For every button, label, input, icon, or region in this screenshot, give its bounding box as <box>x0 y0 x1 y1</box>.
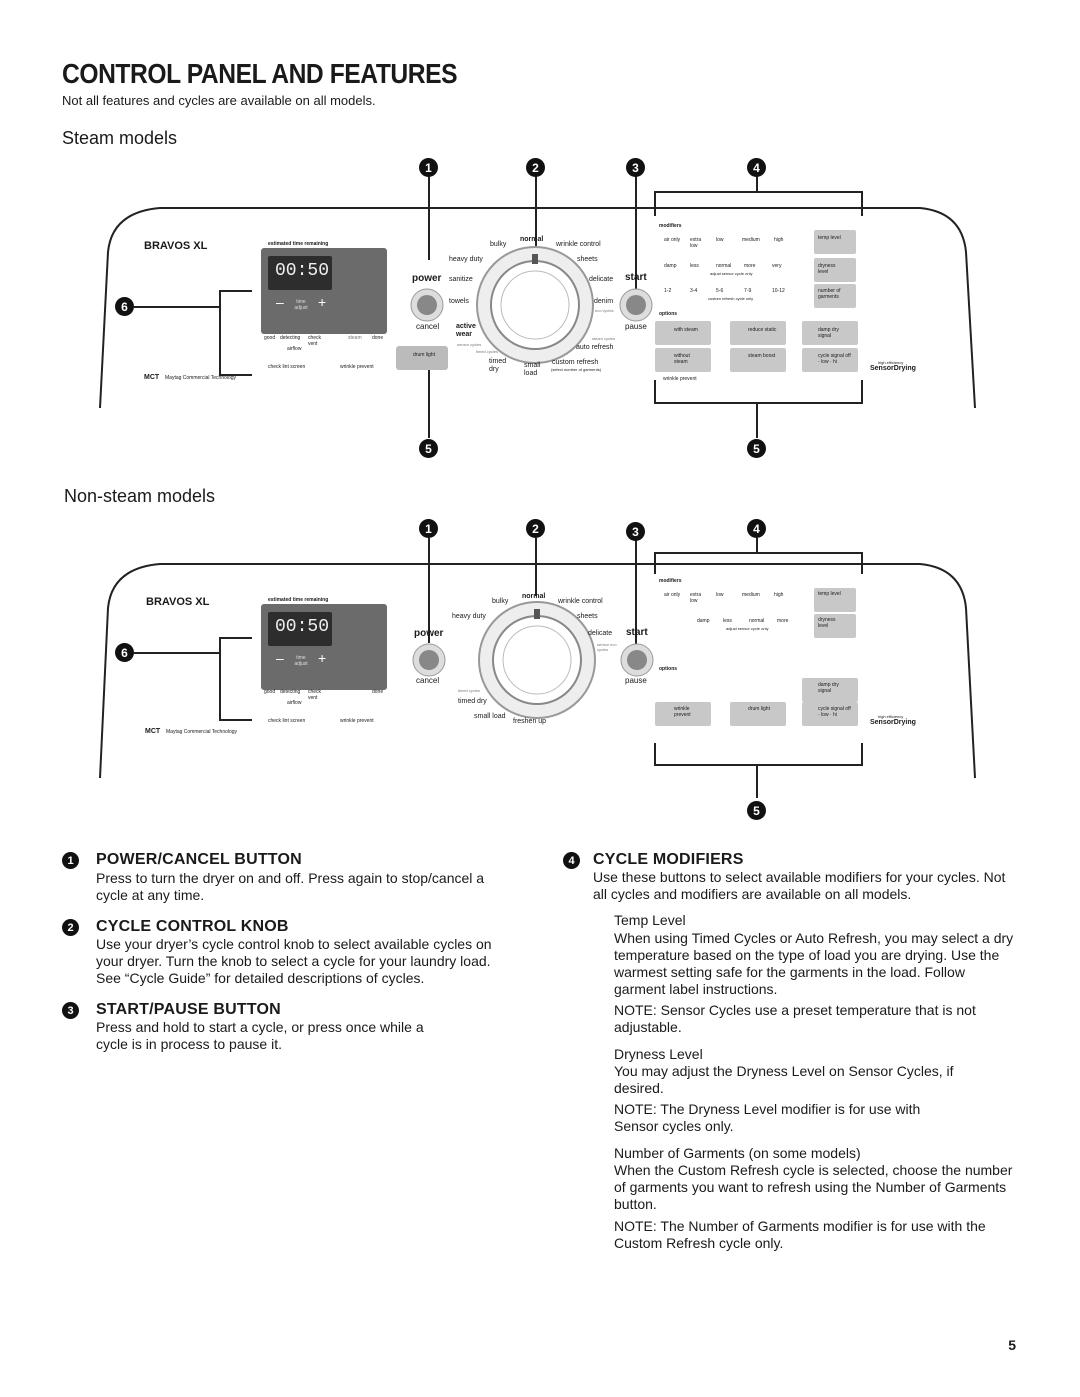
nonsteam-sensor-cycles: sensor eco cycles <box>597 642 617 652</box>
steam-dry-very: very <box>772 263 782 269</box>
nonsteam-cycle-signal-button[interactable]: cycle signal off · low · hi <box>818 706 851 718</box>
nonsteam-options-label: options <box>659 666 678 672</box>
dryness-level-text: You may adjust the Dryness Level on Sensor Cycles, if desired. <box>614 1063 954 1096</box>
steam-callout-modifiers: 4 <box>747 158 766 177</box>
steam-garments-1-2: 1-2 <box>664 288 672 294</box>
nonsteam-status-done: done <box>372 689 384 695</box>
temp-level-note <box>614 1002 1019 1036</box>
steam-select-garments: (select number of garments) <box>551 367 602 372</box>
nonsteam-check-lint: check lint screen <box>268 718 306 724</box>
steam-dry-damp: damp <box>664 263 677 269</box>
nonsteam-status-detecting: detecting <box>280 689 301 695</box>
steam-dry-row <box>664 263 804 269</box>
nonsteam-control-panel <box>0 508 1080 828</box>
garments-note-label: NOTE: <box>614 1218 657 1234</box>
nonsteam-temp-level-button[interactable]: temp level <box>818 591 841 597</box>
nonsteam-cancel-label: cancel <box>416 676 440 685</box>
dryness-level-note <box>614 1101 964 1135</box>
nonsteam-cycle-timed-dry: timed dry <box>458 698 487 705</box>
nonsteam-wrinkle-prevent-button[interactable]: wrinkle prevent <box>674 706 691 718</box>
steam-steam-cycles: steam cycles <box>592 336 616 341</box>
steam-temp-high: high <box>774 237 784 243</box>
steam-temp-low: low <box>716 237 724 243</box>
steam-control-panel <box>0 150 1080 470</box>
nonsteam-start-label: start <box>626 627 648 638</box>
nonsteam-plus[interactable]: + <box>318 650 327 666</box>
nonsteam-minus[interactable]: – <box>276 650 284 666</box>
steam-dry-more: more <box>744 263 756 269</box>
steam-reduce-static-button[interactable]: reduce static <box>748 327 777 333</box>
feature-1-text: Press to turn the dryer on and off. Press again to stop/cancel a cycle at any time. <box>96 870 485 903</box>
dryness-level-note-text: The Dryness Level modifier is for use with Sensor cycles only. <box>614 1101 921 1134</box>
garments-note-text: The Number of Garments modifier is for use with the Custom Refresh cycle only. <box>614 1218 986 1251</box>
dryness-level-title: Dryness Level <box>614 1046 703 1062</box>
page-subtitle: Not all features and cycles are available on all models. <box>62 93 376 108</box>
steam-cycle-normal: normal <box>520 236 544 243</box>
garments-text: When the Custom Refresh cycle is selected, choose the number of garments you want to refresh using the Number of Garments button. <box>614 1162 1013 1212</box>
steam-steam-boost-button[interactable]: steam boost <box>748 353 776 359</box>
steam-dry-less: less <box>690 263 699 269</box>
nonsteam-status-check-vent: check vent <box>308 689 322 701</box>
nonsteam-cycle-freshen-up: freshen up <box>513 718 547 725</box>
feature-2-heading: CYCLE CONTROL KNOB <box>96 918 289 935</box>
nonsteam-drum-light-button[interactable]: drum light <box>748 706 770 712</box>
temp-level-text: When using Timed Cycles or Auto Refresh, you may select a dry temperature based on the type of load you are drying. Use the warmest setting safe for the garments in the load. Follow garment label instructions. <box>614 930 1014 997</box>
steam-time-adjust: time adjust <box>294 299 308 311</box>
nonsteam-cycle-small-load: small load <box>474 713 506 720</box>
feature-4-heading: CYCLE MODIFIERS <box>593 851 744 868</box>
nonsteam-temp-air-only: air only <box>664 592 681 598</box>
steam-options-label: options <box>659 311 678 317</box>
nonsteam-callout-display: 6 <box>115 643 134 662</box>
nonsteam-mct: MCT <box>145 728 161 735</box>
nonsteam-modifiers-label: modifiers <box>659 578 682 584</box>
nonsteam-mct-text: Maytag Commercial Technology <box>166 729 238 735</box>
steam-number-of-garments-button[interactable]: number of garments <box>818 288 841 300</box>
steam-minus[interactable]: – <box>276 294 284 310</box>
temp-level-note-label: NOTE: <box>614 1002 657 1018</box>
feature-2-number: 2 <box>62 919 79 936</box>
nonsteam-cycle-wrinkle-control: wrinkle control <box>558 598 603 605</box>
feature-4-number: 4 <box>563 852 580 869</box>
nonsteam-cycle-normal: normal <box>522 593 546 600</box>
feature-3-heading: START/PAUSE BUTTON <box>96 1001 281 1018</box>
temp-level-note-text: Sensor Cycles use a preset temperature that is not adjustable. <box>614 1002 976 1035</box>
steam-drum-light[interactable]: drum light <box>413 352 435 358</box>
nonsteam-cycle-sheets: sheets <box>577 613 598 620</box>
steam-temp-extra-low: extra low <box>690 237 702 249</box>
nonsteam-display: 00:50 <box>275 617 330 637</box>
page-title: CONTROL PANEL AND FEATURES <box>62 58 458 89</box>
steam-cycle-denim: denim <box>594 298 614 305</box>
nonsteam-dry-row <box>697 618 807 624</box>
nonsteam-temp-high: high <box>774 592 784 598</box>
steam-custom-refresh-only: custom refresh cycle only <box>708 296 754 301</box>
steam-start-label: start <box>625 272 647 283</box>
nonsteam-time-header: estimated time remaining <box>268 597 329 603</box>
steam-callout-start: 3 <box>626 158 645 177</box>
steam-cycle-heavy-duty: heavy duty <box>449 256 483 263</box>
steam-panel-drawing <box>0 150 1080 470</box>
nonsteam-callout-knob: 2 <box>526 519 545 538</box>
feature-4-text: Use these buttons to select available modifiers for your cycles. Not all cycles and modifiers are available on all models. <box>593 869 1006 902</box>
nonsteam-dryness-level-button[interactable]: dryness level <box>818 617 836 629</box>
feature-2-text: Use your dryer’s cycle control knob to select available cycles on your dryer. Turn the knob to select a cycle for your laundry load. See “Cycle Guide” for detailed descriptions of cycles. <box>96 936 492 986</box>
garments-title: Number of Garments (on some models) <box>614 1145 861 1161</box>
feature-3-number: 3 <box>62 1002 79 1019</box>
steam-damp-dry-signal-button[interactable]: damp dry signal <box>818 327 839 339</box>
steam-garments-10-12: 10-12 <box>772 288 785 294</box>
steam-cycle-signal-button[interactable]: cycle signal off · low · hi <box>818 353 851 365</box>
nonsteam-wrinkle-prevent-light: wrinkle prevent <box>340 718 374 724</box>
nonsteam-callout-power: 1 <box>419 519 438 538</box>
steam-sensor-cycles: sensor cycles <box>457 342 482 347</box>
nonsteam-pause-label: pause <box>625 676 647 685</box>
steam-dryness-level-button[interactable]: dryness level <box>818 263 836 275</box>
steam-pause-label: pause <box>625 322 647 331</box>
steam-callout-options-right: 5 <box>747 439 766 458</box>
steam-dry-normal: normal <box>716 263 732 269</box>
steam-callout-options-left: 5 <box>419 439 438 458</box>
steam-cycle-auto-refresh: auto refresh <box>576 344 614 351</box>
steam-cycle-small-load: small load <box>524 362 541 377</box>
nonsteam-power-label: power <box>414 628 444 639</box>
steam-mct-text: Maytag Commercial Technology <box>165 375 237 381</box>
steam-garment-row <box>664 288 804 294</box>
steam-models-heading: Steam models <box>62 128 178 148</box>
steam-status-steam: steam <box>348 335 362 341</box>
steam-time-header: estimated time remaining <box>268 241 329 247</box>
steam-he-logo: high efficiency <box>878 360 904 365</box>
nonsteam-damp-dry-signal-button[interactable]: damp dry signal <box>818 682 839 694</box>
steam-wrinkle-prevent-option[interactable]: wrinkle prevent <box>663 376 697 382</box>
feature-3-text: Press and hold to start a cycle, or press once while a cycle is in process to pause it. <box>96 1019 424 1052</box>
steam-plus[interactable]: + <box>318 294 327 310</box>
steam-garments-7-9: 7-9 <box>744 288 752 294</box>
steam-mct: MCT <box>144 374 160 381</box>
steam-garments-3-4: 3-4 <box>690 288 698 294</box>
steam-cycle-towels: towels <box>449 298 469 305</box>
nonsteam-dry-more: more <box>777 618 789 624</box>
nonsteam-temp-medium: medium <box>742 592 760 598</box>
steam-status-check-vent: check vent <box>308 335 322 347</box>
nonsteam-models-heading: Non-steam models <box>64 486 216 506</box>
steam-cycle-wrinkle-control: wrinkle control <box>556 241 601 248</box>
steam-cancel-label: cancel <box>416 322 440 331</box>
nonsteam-dry-normal: normal <box>749 618 765 624</box>
steam-callout-power: 1 <box>419 158 438 177</box>
nonsteam-time-adjust: time adjust <box>294 655 308 667</box>
nonsteam-he-logo: high efficiency <box>878 714 904 719</box>
steam-cycle-bulky: bulky <box>490 241 507 248</box>
nonsteam-status-good: good <box>264 689 276 695</box>
page-number: 5 <box>1008 1337 1016 1353</box>
steam-cycle-sanitize: sanitize <box>449 276 473 283</box>
steam-temp-level-button[interactable]: temp level <box>818 235 841 241</box>
steam-temp-row <box>664 237 804 249</box>
nonsteam-temp-row <box>664 592 804 604</box>
nonsteam-callout-start: 3 <box>626 522 645 541</box>
steam-status-good: good <box>264 335 276 341</box>
temp-level-title: Temp Level <box>614 912 686 928</box>
steam-temp-medium: medium <box>742 237 760 243</box>
steam-without-steam-button[interactable]: without steam <box>674 353 690 365</box>
steam-garments-5-6: 5-6 <box>716 288 724 294</box>
garments-note <box>614 1218 1004 1252</box>
steam-cycle-active-wear: active wear <box>456 323 476 338</box>
steam-wrinkle-prevent-light: wrinkle prevent <box>340 364 374 370</box>
steam-adjust-sensor: adjust sensor cycle only <box>710 271 753 276</box>
steam-cycle-delicate: delicate <box>589 276 614 283</box>
steam-cycle-custom-refresh: custom refresh <box>552 359 599 366</box>
steam-cycle-sheets: sheets <box>577 256 598 263</box>
feature-1-heading: POWER/CANCEL BUTTON <box>96 851 302 868</box>
nonsteam-timed-cycles: timed cycles <box>458 688 481 693</box>
steam-with-steam-button[interactable]: with steam <box>674 327 698 333</box>
nonsteam-sensor-drying-logo: SensorDrying <box>870 719 916 726</box>
nonsteam-cycle-delicate: delicate <box>588 630 613 637</box>
steam-timed-cycles: timed cycles <box>476 349 499 354</box>
steam-temp-air-only: air only <box>664 237 681 243</box>
steam-callout-display: 6 <box>115 297 134 316</box>
nonsteam-cycle-heavy-duty: heavy duty <box>452 613 486 620</box>
steam-eco-cycles: eco cycles <box>595 308 614 313</box>
nonsteam-callout-options: 5 <box>747 801 766 820</box>
nonsteam-airflow: airflow <box>287 700 302 706</box>
nonsteam-temp-extra-low: extra low <box>690 592 702 604</box>
nonsteam-callout-modifiers: 4 <box>747 519 766 538</box>
steam-power-label: power <box>412 273 442 284</box>
steam-modifiers-label: modifiers <box>659 223 682 229</box>
steam-brand: BRAVOS XL <box>144 240 208 252</box>
nonsteam-brand: BRAVOS XL <box>146 596 210 608</box>
steam-cycle-timed-dry: timed dry <box>489 358 507 373</box>
nonsteam-cycle-bulky: bulky <box>492 598 509 605</box>
dryness-level-note-label: NOTE: <box>614 1101 657 1117</box>
nonsteam-temp-low: low <box>716 592 724 598</box>
steam-display: 00:50 <box>275 261 330 281</box>
steam-check-lint: check lint screen <box>268 364 306 370</box>
feature-1-number: 1 <box>62 852 79 869</box>
nonsteam-panel-drawing <box>0 508 1080 828</box>
steam-sensor-drying-logo: SensorDrying <box>870 365 916 372</box>
nonsteam-dry-less: less <box>723 618 732 624</box>
steam-callout-knob: 2 <box>526 158 545 177</box>
steam-airflow: airflow <box>287 346 302 352</box>
nonsteam-dry-damp: damp <box>697 618 710 624</box>
steam-status-detecting: detecting <box>280 335 301 341</box>
steam-status-done: done <box>372 335 384 341</box>
nonsteam-adjust-sensor: adjust sensor cycle only <box>726 626 769 631</box>
